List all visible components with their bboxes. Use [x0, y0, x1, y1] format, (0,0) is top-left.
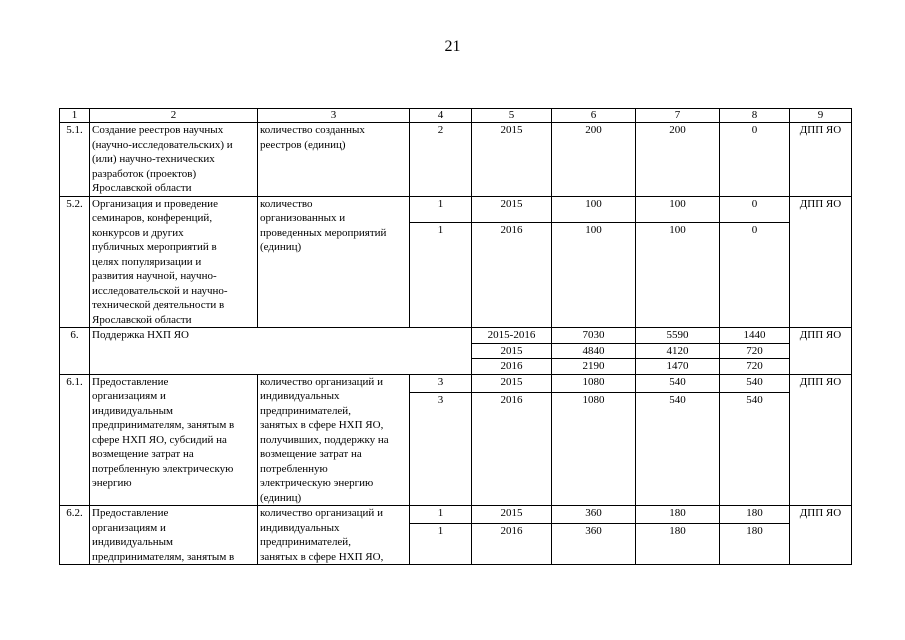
other-cell: 0	[720, 123, 790, 197]
year-cell: 2015-2016	[472, 328, 552, 344]
table-row	[60, 123, 852, 197]
row-number: 6.1.	[60, 374, 90, 506]
other-cell: 0	[720, 196, 790, 223]
row-name: Организация и проведение семинаров, конференций, конкурсов и других публичных мероприятий в целях популяризации и развития научной, научно- исследовательской и научно- технической деятельности в Ярославской области	[90, 196, 258, 328]
other-cell: 540	[720, 392, 790, 505]
other-cell: 180	[720, 524, 790, 565]
row-number: 6.	[60, 328, 90, 375]
total-cell: 100	[552, 196, 636, 223]
column-header: 1	[60, 109, 90, 123]
total-cell: 360	[552, 506, 636, 524]
program-table	[59, 108, 852, 565]
row-indicator: количество созданных реестров (единиц)	[258, 123, 410, 197]
row-name: Поддержка НХП ЯО	[90, 328, 472, 375]
regional-cell: 540	[636, 392, 720, 505]
total-cell: 200	[552, 123, 636, 197]
source-cell: ДПП ЯО	[790, 123, 852, 197]
other-cell: 720	[720, 343, 790, 359]
row-number: 5.2.	[60, 196, 90, 328]
year-cell: 2015	[472, 374, 552, 392]
other-cell: 540	[720, 374, 790, 392]
table-header-row	[60, 109, 852, 123]
total-cell: 100	[552, 223, 636, 328]
total-cell: 1080	[552, 392, 636, 505]
row-name: Создание реестров научных (научно-исследовательских) и (или) научно-технических разработок (проектов) Ярославской области	[90, 123, 258, 197]
table-row	[60, 374, 852, 392]
row-indicator: количество организаций и индивидуальных предпринимателей, занятых в сфере НХП ЯО,	[258, 506, 410, 565]
year-cell: 2015	[472, 506, 552, 524]
indicator-value: 2	[410, 123, 472, 197]
total-cell: 1080	[552, 374, 636, 392]
row-number: 5.1.	[60, 123, 90, 197]
year-cell: 2016	[472, 223, 552, 328]
indicator-value: 3	[410, 392, 472, 505]
table-row	[60, 506, 852, 524]
regional-cell: 540	[636, 374, 720, 392]
table-row	[60, 196, 852, 223]
row-name: Предоставление организациям и индивидуальным предпринимателям, занятым в сфере НХП ЯО, субсидий на возмещение затрат на потребленную электрическую энергию	[90, 374, 258, 506]
year-cell: 2015	[472, 343, 552, 359]
regional-cell: 180	[636, 506, 720, 524]
regional-cell: 5590	[636, 328, 720, 344]
regional-cell: 200	[636, 123, 720, 197]
indicator-value: 1	[410, 506, 472, 524]
row-name: Предоставление организациям и индивидуальным предпринимателям, занятым в	[90, 506, 258, 565]
row-number: 6.2.	[60, 506, 90, 565]
total-cell: 7030	[552, 328, 636, 344]
row-indicator: количество организованных и проведенных мероприятий (единиц)	[258, 196, 410, 328]
year-cell: 2016	[472, 392, 552, 505]
other-cell: 1440	[720, 328, 790, 344]
regional-cell: 100	[636, 223, 720, 328]
regional-cell: 180	[636, 524, 720, 565]
column-header: 9	[790, 109, 852, 123]
year-cell: 2015	[472, 123, 552, 197]
source-cell: ДПП ЯО	[790, 196, 852, 328]
column-header: 5	[472, 109, 552, 123]
other-cell: 180	[720, 506, 790, 524]
regional-cell: 100	[636, 196, 720, 223]
source-cell: ДПП ЯО	[790, 506, 852, 565]
column-header: 3	[258, 109, 410, 123]
column-header: 6	[552, 109, 636, 123]
row-indicator: количество организаций и индивидуальных предпринимателей, занятых в сфере НХП ЯО, получивших, поддержку на возмещение затрат на потребленную электрическую энергию (единиц)	[258, 374, 410, 506]
source-cell: ДПП ЯО	[790, 374, 852, 506]
total-cell: 2190	[552, 359, 636, 375]
year-cell: 2016	[472, 524, 552, 565]
indicator-value: 1	[410, 223, 472, 328]
indicator-value: 1	[410, 524, 472, 565]
source-cell: ДПП ЯО	[790, 328, 852, 375]
total-cell: 4840	[552, 343, 636, 359]
other-cell: 0	[720, 223, 790, 328]
regional-cell: 1470	[636, 359, 720, 375]
page-number: 21	[444, 38, 461, 55]
column-header: 2	[90, 109, 258, 123]
year-cell: 2016	[472, 359, 552, 375]
regional-cell: 4120	[636, 343, 720, 359]
year-cell: 2015	[472, 196, 552, 223]
total-cell: 360	[552, 524, 636, 565]
other-cell: 720	[720, 359, 790, 375]
indicator-value: 3	[410, 374, 472, 392]
column-header: 4	[410, 109, 472, 123]
column-header: 8	[720, 109, 790, 123]
table-row	[60, 328, 852, 344]
indicator-value: 1	[410, 196, 472, 223]
column-header: 7	[636, 109, 720, 123]
